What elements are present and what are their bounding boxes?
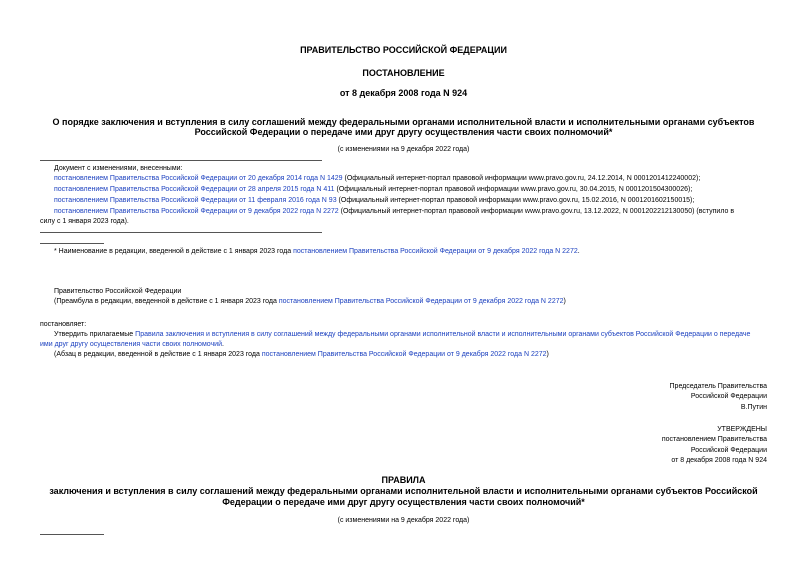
amendment-link[interactable]: постановлением Правительства Российской Федерации от 11 февраля 2016 года N 93 (54, 197, 337, 204)
approved-heading: УТВЕРЖДЕНЫ (717, 426, 767, 433)
amendment-item: постановлением Правительства Российской Федерации от 9 декабря 2022 года N 2272 (Официальный интернет-портал правовой информации www.pravo.gov.ru, 13.12.2022, N 0001202212130050) (вступило в (54, 208, 735, 215)
resolution-paragraph: Утвердить прилагаемые Правила заключения и вступления в силу соглашений между федеральными органами исполнительной власти и исполнительными органами субъектов Российской Федерации о передаче (54, 331, 751, 338)
signature-country: Российской Федерации (690, 393, 767, 400)
signature-name: В.Путин (740, 404, 767, 411)
footnote-link[interactable]: постановлением Правительства Российской Федерации от 9 декабря 2022 года N 2272 (293, 248, 578, 255)
amendments-intro: Документ с изменениями, внесенными: (54, 165, 183, 172)
divider (40, 160, 322, 161)
rules-link-continuation[interactable]: ими друг другу осуществления части своих полномочий (40, 341, 222, 348)
amendment-item: постановлением Правительства Российской Федерации от 11 февраля 2016 года N 93 (Официальный интернет-портал правовой информации www.pravo.gov.ru, 15.02.2016, N 0001201602150015); (54, 197, 695, 204)
resolves-word: постановляет: (40, 321, 87, 328)
amendment-link[interactable]: постановлением Правительства Российской Федерации от 28 апреля 2015 года N 411 (54, 186, 335, 193)
rules-link[interactable]: Правила заключения и вступления в силу соглашений между федеральными органами исполнительной власти и исполнительными органами субъектов Российской Федерации о передаче (135, 331, 751, 338)
rules-title: ПРАВИЛА (381, 475, 426, 485)
preamble-text: Правительство Российской Федерации (54, 288, 182, 295)
resolution-paragraph-continuation: ими друг другу осуществления части своих полномочий. (40, 341, 224, 348)
footnote-divider (40, 243, 104, 244)
rules-subtitle-line-1: заключения и вступления в силу соглашений между федеральными органами исполнительной власти и исполнительными органами субъектов Российской (49, 486, 758, 496)
amendment-item: постановлением Правительства Российской Федерации от 28 апреля 2015 года N 411 (Официальный интернет-портал правовой информации www.pravo.gov.ru, 30.04.2015, N 0001201504300026); (54, 186, 693, 193)
amendment-item-continuation: силу с 1 января 2023 года). (40, 218, 129, 225)
document-title-line-2: Российской Федерации о передаче ими друг другу осуществления части своих полномочий* (194, 127, 613, 137)
footnote-divider (40, 534, 104, 535)
signature-title: Председатель Правительства (669, 383, 767, 390)
footnote: * Наименование в редакции, введенной в действие с 1 января 2023 года постановлением Правительства Российской Федерации от 9 декабря 2022 года N 2272. (54, 248, 580, 255)
document-title-line-1: О порядке заключения и вступления в силу соглашений между федеральными органами исполнительной власти и исполнительными органами субъектов (52, 117, 755, 127)
divider (40, 232, 322, 233)
resolution-note: (Абзац в редакции, введенной в действие с 1 января 2023 года постановлением Правительства Российской Федерации от 9 декабря 2022 года N 2272) (54, 351, 549, 358)
amendment-link[interactable]: постановлением Правительства Российской Федерации от 9 декабря 2022 года N 2272 (54, 208, 339, 215)
approved-line: постановлением Правительства (661, 436, 767, 443)
preamble-note: (Преамбула в редакции, введенной в действие с 1 января 2023 года постановлением Правительства Российской Федерации от 9 декабря 2022 года N 2272) (54, 298, 566, 305)
amendment-link[interactable]: постановлением Правительства Российской Федерации от 20 декабря 2014 года N 1429 (54, 175, 343, 182)
rules-amended-note: (с изменениями на 9 декабря 2022 года) (337, 517, 470, 524)
amendment-item: постановлением Правительства Российской Федерации от 20 декабря 2014 года N 1429 (Официальный интернет-портал правовой информации www.pravo.gov.ru, 24.12.2014, N 0001201412240002); (54, 175, 701, 182)
amended-note: (с изменениями на 9 декабря 2022 года) (337, 146, 470, 153)
document-date-number: от 8 декабря 2008 года N 924 (339, 88, 468, 98)
resolution-note-link[interactable]: постановлением Правительства Российской Федерации от 9 декабря 2022 года N 2272 (261, 351, 547, 358)
rules-subtitle-line-2: Федерации о передаче ими друг другу осуществления части своих полномочий* (222, 497, 585, 507)
approved-line: Российской Федерации (690, 447, 767, 454)
preamble-note-link[interactable]: постановлением Правительства Российской Федерации от 9 декабря 2022 года N 2272 (278, 298, 564, 305)
approved-date: от 8 декабря 2008 года N 924 (671, 457, 767, 464)
government-heading: ПРАВИТЕЛЬСТВО РОССИЙСКОЙ ФЕДЕРАЦИИ (300, 45, 507, 55)
document-type: ПОСТАНОВЛЕНИЕ (362, 68, 445, 78)
